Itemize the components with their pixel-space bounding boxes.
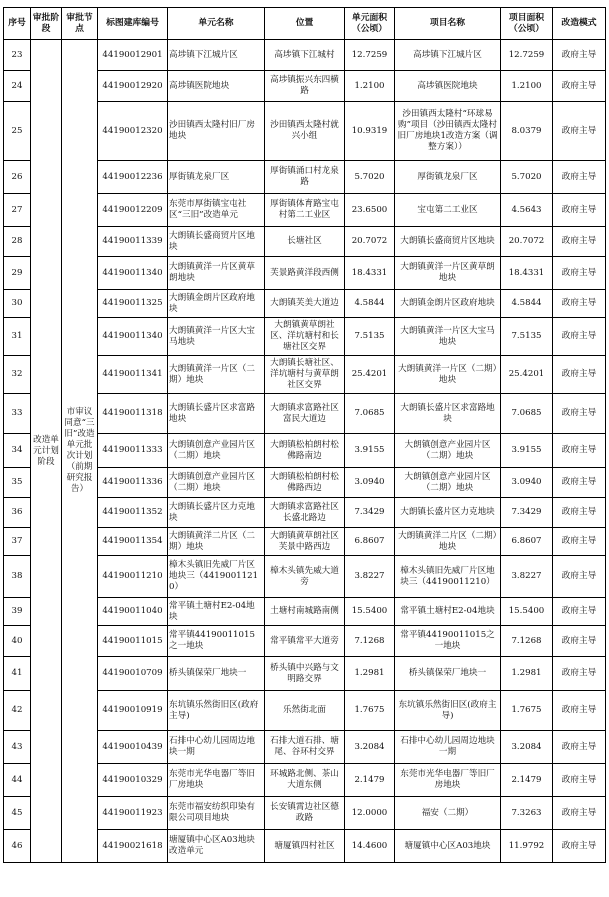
unit-name: 樟木头镇旧先威厂片区地块三（44190011210） (168, 556, 265, 598)
project-area: 18.4331 (501, 257, 553, 290)
map-code: 44190010329 (98, 764, 168, 797)
renovation-mode: 政府主导 (553, 194, 606, 227)
project-area: 3.9155 (501, 434, 553, 468)
header-cell: 审批节点 (62, 8, 98, 40)
map-code: 44190010919 (98, 691, 168, 731)
unit-name: 大朗镇长盛片区求富路地块 (168, 394, 265, 434)
header-cell: 项目名称 (395, 8, 501, 40)
location: 厚街镇体育路宝屯村第二工业区 (265, 194, 345, 227)
renovation-mode: 政府主导 (553, 731, 606, 764)
unit-name: 高埗镇下江城片区 (168, 40, 265, 71)
project-area: 20.7072 (501, 227, 553, 257)
renovation-mode: 政府主导 (553, 691, 606, 731)
header-cell: 位置 (265, 8, 345, 40)
unit-name: 大朗镇长盛片区力克地块 (168, 498, 265, 528)
project-area: 6.8607 (501, 528, 553, 556)
location: 大朗镇求富路社区富民大道边 (265, 394, 345, 434)
location: 沙田镇西太隆村就兴小组 (265, 102, 345, 161)
project-area: 4.5844 (501, 290, 553, 318)
renovation-mode: 政府主导 (553, 556, 606, 598)
project-name: 塘厦镇中心区A03地块 (395, 830, 501, 863)
project-area: 8.0379 (501, 102, 553, 161)
location: 塘厦镇四村社区 (265, 830, 345, 863)
location: 大朗镇求富路社区长盛北路边 (265, 498, 345, 528)
map-code: 44190011352 (98, 498, 168, 528)
row-number: 37 (4, 528, 31, 556)
project-area: 1.7675 (501, 691, 553, 731)
project-name: 大朗镇黄洋一片区（二期）地块 (395, 356, 501, 394)
row-number: 44 (4, 764, 31, 797)
unit-name: 大朗镇黄洋二片区（二期）地块 (168, 528, 265, 556)
header-cell: 单元名称 (168, 8, 265, 40)
project-area: 1.2981 (501, 657, 553, 691)
location: 石排大道石排、塘尾、谷环村交界 (265, 731, 345, 764)
table-header-row (4, 8, 606, 40)
project-area: 4.5643 (501, 194, 553, 227)
row-number: 34 (4, 434, 31, 468)
header-cell: 单元面积（公顷） (345, 8, 395, 40)
renovation-mode: 政府主导 (553, 356, 606, 394)
project-name: 高埗镇医院地块 (395, 71, 501, 102)
project-name: 大朗镇创意产业园片区（二期）地块 (395, 468, 501, 498)
row-number: 38 (4, 556, 31, 598)
project-area: 11.9792 (501, 830, 553, 863)
unit-area: 1.7675 (345, 691, 395, 731)
unit-name: 大朗镇创意产业园片区（二期）地块 (168, 468, 265, 498)
row-number: 36 (4, 498, 31, 528)
project-area: 7.0685 (501, 394, 553, 434)
row-number: 42 (4, 691, 31, 731)
map-code: 44190011333 (98, 434, 168, 468)
project-area: 3.2084 (501, 731, 553, 764)
unit-area: 7.5135 (345, 318, 395, 356)
unit-area: 7.1268 (345, 626, 395, 657)
unit-area: 18.4331 (345, 257, 395, 290)
row-number: 46 (4, 830, 31, 863)
location: 长安镇霄边社区德政路 (265, 797, 345, 830)
map-code: 44190011923 (98, 797, 168, 830)
unit-area: 25.4201 (345, 356, 395, 394)
project-name: 宝屯第二工业区 (395, 194, 501, 227)
header-cell: 审批阶段 (31, 8, 62, 40)
row-number: 23 (4, 40, 31, 71)
project-name: 大朗镇创意产业园片区（二期）地块 (395, 434, 501, 468)
project-name: 大朗镇长盛商贸片区地块 (395, 227, 501, 257)
map-code: 44190011341 (98, 356, 168, 394)
project-area: 15.5400 (501, 598, 553, 626)
unit-area: 14.4600 (345, 830, 395, 863)
location: 长塘社区 (265, 227, 345, 257)
project-name: 东坑镇乐然街旧区(政府主导) (395, 691, 501, 731)
location: 常平镇常平大道旁 (265, 626, 345, 657)
map-code: 44190011210 (98, 556, 168, 598)
map-code: 44190011339 (98, 227, 168, 257)
location: 大朗镇松柏朗村松佛路南边 (265, 434, 345, 468)
renovation-mode: 政府主导 (553, 257, 606, 290)
row-number: 32 (4, 356, 31, 394)
renovation-mode: 政府主导 (553, 598, 606, 626)
row-number: 45 (4, 797, 31, 830)
map-code: 44190011325 (98, 290, 168, 318)
project-name: 桥头镇保荣厂地块一 (395, 657, 501, 691)
project-name: 大朗镇长盛片区力克地块 (395, 498, 501, 528)
renovation-mode: 政府主导 (553, 71, 606, 102)
map-code: 44190010439 (98, 731, 168, 764)
unit-area: 1.2981 (345, 657, 395, 691)
unit-name: 大朗镇金朗片区政府地块 (168, 290, 265, 318)
row-number: 31 (4, 318, 31, 356)
renovation-mode: 政府主导 (553, 102, 606, 161)
renovation-mode: 政府主导 (553, 290, 606, 318)
map-code: 44190012320 (98, 102, 168, 161)
map-code: 44190011340 (98, 318, 168, 356)
approval-stage-cell: 改造单元计划阶段 (31, 40, 62, 863)
row-number: 35 (4, 468, 31, 498)
map-code: 44190011340 (98, 257, 168, 290)
row-number: 39 (4, 598, 31, 626)
location: 桥头镇中兴路与文明路交界 (265, 657, 345, 691)
location: 芙景路黄洋段西侧 (265, 257, 345, 290)
unit-area: 3.2084 (345, 731, 395, 764)
unit-area: 2.1479 (345, 764, 395, 797)
location: 大朗镇黄草朗社区、洋坑塘村和长塘社区交界 (265, 318, 345, 356)
unit-name: 常平镇土塘村E2-04地块 (168, 598, 265, 626)
project-name: 大朗镇黄洋一片区黄草朗地块 (395, 257, 501, 290)
project-area: 7.1268 (501, 626, 553, 657)
map-code: 44190012236 (98, 161, 168, 194)
unit-name: 大朗镇黄洋一片区大宝马地块 (168, 318, 265, 356)
map-code: 44190012920 (98, 71, 168, 102)
header-cell: 标图建库编号 (98, 8, 168, 40)
renovation-mode: 政府主导 (553, 394, 606, 434)
project-name: 石排中心幼儿园周边地块一期 (395, 731, 501, 764)
location: 土塘村南城路南侧 (265, 598, 345, 626)
row-number: 40 (4, 626, 31, 657)
renovation-mode: 政府主导 (553, 626, 606, 657)
renovation-mode: 政府主导 (553, 498, 606, 528)
row-number: 24 (4, 71, 31, 102)
project-name: 大朗镇黄洋二片区（二期）地块 (395, 528, 501, 556)
map-code: 44190010709 (98, 657, 168, 691)
project-area: 7.5135 (501, 318, 553, 356)
row-number: 27 (4, 194, 31, 227)
approval-node-cell: 市审议同意“三旧”改造单元批次计划（前期研究报告） (62, 40, 98, 863)
unit-area: 12.7259 (345, 40, 395, 71)
unit-name: 东莞市厚街镇宝屯社区“三旧”改造单元 (168, 194, 265, 227)
unit-area: 3.0940 (345, 468, 395, 498)
unit-area: 3.8227 (345, 556, 395, 598)
renovation-mode: 政府主导 (553, 161, 606, 194)
project-area: 3.0940 (501, 468, 553, 498)
renovation-mode: 政府主导 (553, 657, 606, 691)
project-name: 东莞市光华电器厂等旧厂房地块 (395, 764, 501, 797)
header-cell: 改造模式 (553, 8, 606, 40)
row-number: 33 (4, 394, 31, 434)
unit-name: 东坑镇乐然街旧区(政府主导) (168, 691, 265, 731)
row-number: 41 (4, 657, 31, 691)
map-code: 44190021618 (98, 830, 168, 863)
unit-name: 大朗镇黄洋一片区黄草朗地块 (168, 257, 265, 290)
project-name: 福安（二期） (395, 797, 501, 830)
unit-name: 塘厦镇中心区A03地块改造单元 (168, 830, 265, 863)
unit-area: 7.3429 (345, 498, 395, 528)
renovation-mode: 政府主导 (553, 40, 606, 71)
map-code: 44190011336 (98, 468, 168, 498)
map-code: 44190011040 (98, 598, 168, 626)
project-name: 常平镇土塘村E2-04地块 (395, 598, 501, 626)
table-row (4, 40, 606, 71)
unit-area: 15.5400 (345, 598, 395, 626)
map-code: 44190012901 (98, 40, 168, 71)
map-code: 44190012209 (98, 194, 168, 227)
location: 大朗镇芙美大道边 (265, 290, 345, 318)
unit-name: 沙田镇西太隆村旧厂房地块 (168, 102, 265, 161)
location: 高埗镇振兴东四横路 (265, 71, 345, 102)
row-number: 28 (4, 227, 31, 257)
unit-name: 桥头镇保荣厂地块一 (168, 657, 265, 691)
project-area: 7.3263 (501, 797, 553, 830)
renovation-mode: 政府主导 (553, 318, 606, 356)
project-name: 常平镇44190011015之一地块 (395, 626, 501, 657)
unit-area: 23.6500 (345, 194, 395, 227)
unit-area: 4.5844 (345, 290, 395, 318)
project-area: 5.7020 (501, 161, 553, 194)
project-name: 大朗镇长盛片区求富路地块 (395, 394, 501, 434)
map-code: 44190011318 (98, 394, 168, 434)
renovation-mode: 政府主导 (553, 797, 606, 830)
location: 乐然街北面 (265, 691, 345, 731)
project-area: 1.2100 (501, 71, 553, 102)
row-number: 30 (4, 290, 31, 318)
row-number: 25 (4, 102, 31, 161)
location: 高埗镇下江城村 (265, 40, 345, 71)
project-area: 12.7259 (501, 40, 553, 71)
unit-area: 10.9319 (345, 102, 395, 161)
location: 大朗镇长塘社区、洋坑塘村与黄草朗社区交界 (265, 356, 345, 394)
renovation-mode: 政府主导 (553, 830, 606, 863)
unit-name: 东莞市光华电器厂等旧厂房地块 (168, 764, 265, 797)
unit-area: 7.0685 (345, 394, 395, 434)
unit-name: 厚街镇龙泉厂区 (168, 161, 265, 194)
renovation-mode: 政府主导 (553, 227, 606, 257)
project-name: 高埗镇下江城片区 (395, 40, 501, 71)
project-name: 沙田镇西太隆村“环球易购”项目（沙田镇西太隆村旧厂房地块1改造方案（调整方案）） (395, 102, 501, 161)
unit-name: 石排中心幼儿园周边地块一期 (168, 731, 265, 764)
project-area: 7.3429 (501, 498, 553, 528)
unit-name: 大朗镇创意产业园片区（二期）地块 (168, 434, 265, 468)
renovation-mode: 政府主导 (553, 764, 606, 797)
project-area: 3.8227 (501, 556, 553, 598)
location: 大朗镇松柏朗村松佛路西边 (265, 468, 345, 498)
project-area: 2.1479 (501, 764, 553, 797)
map-code: 44190011354 (98, 528, 168, 556)
location: 大朗镇黄草朗社区芙景中路西边 (265, 528, 345, 556)
header-cell: 序号 (4, 8, 31, 40)
unit-name: 大朗镇黄洋一片区（二期）地块 (168, 356, 265, 394)
unit-name: 东莞市福安纺织印染有限公司项目地块 (168, 797, 265, 830)
project-name: 大朗镇金朗片区政府地块 (395, 290, 501, 318)
renovation-mode: 政府主导 (553, 528, 606, 556)
unit-area: 12.0000 (345, 797, 395, 830)
unit-name: 高埗镇医院地块 (168, 71, 265, 102)
unit-name: 大朗镇长盛商贸片区地块 (168, 227, 265, 257)
unit-name: 常平镇44190011015之一地块 (168, 626, 265, 657)
header-cell: 项目面积（公顷） (501, 8, 553, 40)
row-number: 43 (4, 731, 31, 764)
approval-table (3, 7, 606, 863)
renovation-mode: 政府主导 (553, 434, 606, 468)
location: 厚街镇涌口村龙泉路 (265, 161, 345, 194)
row-number: 29 (4, 257, 31, 290)
project-name: 大朗镇黄洋一片区大宝马地块 (395, 318, 501, 356)
renovation-mode: 政府主导 (553, 468, 606, 498)
location: 樟木头镇先威大道旁 (265, 556, 345, 598)
project-area: 25.4201 (501, 356, 553, 394)
project-name: 厚街镇龙泉厂区 (395, 161, 501, 194)
unit-area: 20.7072 (345, 227, 395, 257)
row-number: 26 (4, 161, 31, 194)
map-code: 44190011015 (98, 626, 168, 657)
location: 环城路北侧、茶山大道东侧 (265, 764, 345, 797)
unit-area: 5.7020 (345, 161, 395, 194)
unit-area: 1.2100 (345, 71, 395, 102)
project-name: 樟木头镇旧先威厂片区地块三（44190011210） (395, 556, 501, 598)
unit-area: 6.8607 (345, 528, 395, 556)
unit-area: 3.9155 (345, 434, 395, 468)
